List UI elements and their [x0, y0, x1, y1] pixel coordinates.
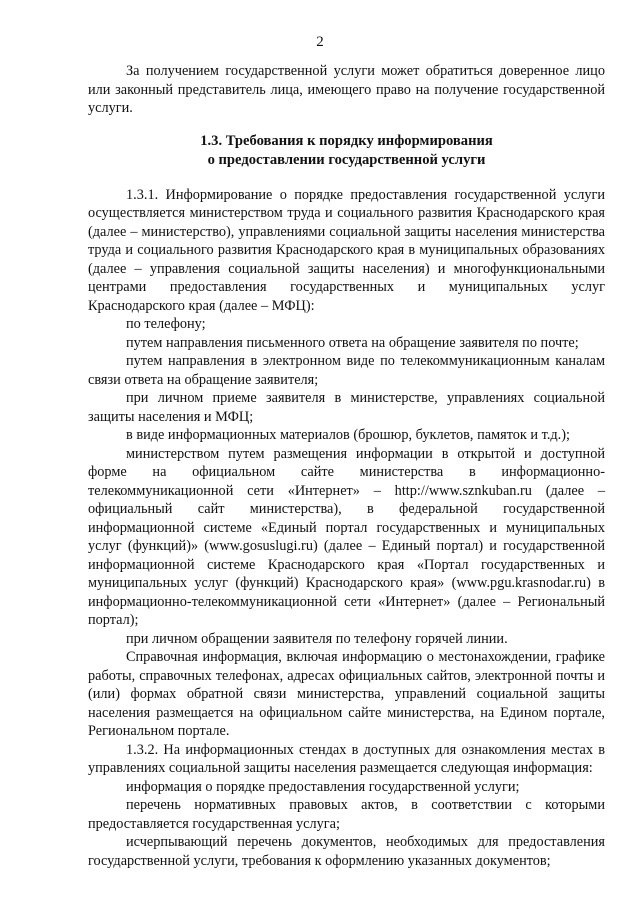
list-item-personal-visit: при личном приеме заявителя в министерстве, управлениях социальной защиты населения и МФЦ; [88, 390, 605, 425]
list-item-electronic: путем направления в электронном виде по телекоммуникационным каналам связи ответа на обращение заявителя; [88, 353, 605, 388]
document-body [88, 62, 605, 870]
intro-paragraph: За получением государственной услуги может обратиться доверенное лицо или законный представитель лица, имеющего право на получение государственной услуги. [88, 63, 605, 116]
list-item-phone: по телефону; [126, 316, 206, 332]
list-item-legal-acts: перечень нормативных правовых актов, в соответствии с которыми предоставляется государственная услуга; [88, 797, 605, 832]
paragraph-1-3-2: 1.3.2. На информационных стендах в доступных для ознакомления местах в управлениях социальной защиты населения размещается следующая информация: [88, 741, 605, 776]
section-heading-line-2: о предоставлении государственной услуги [207, 151, 486, 168]
list-item-internet: министерством путем размещения информации в открытой и доступной форме на официальном сайте министерства в информационно-телекоммуникационной сети «Интернет» – http://www.sznkuban.ru (далее – официальный сайт министерства), в федеральной государственной информационной системе «Единый портал государственных и муниципальных услуг (функций)» (www.gosuslugi.ru) (далее – Единый портал) и государственной информационной системе Краснодарского края «Портал государственных и муниципальных услуг (функций) Краснодарского края» (www.pgu.krasnodar.ru) в информационно-телекоммуникационной сети «Интернет» (далее – Региональный портал); [88, 445, 605, 628]
list-item-documents: исчерпывающий перечень документов, необходимых для предоставления государственной услуги, требования к оформлению указанных документов; [88, 834, 605, 869]
section-heading-line-1: 1.3. Требования к порядку информирования [200, 132, 493, 149]
page-number: 2 [316, 34, 324, 50]
paragraph-1-3-1: 1.3.1. Информирование о порядке предоставления государственной услуги осуществляется министерством труда и социального развития Краснодарского края (далее – министерство), управлениями социальной защиты населения министерства труда и социального развития Краснодарского края в муниципальных образованиях (далее – управления социальной защиты населения) и многофункциональными центрами предоставления государственных и муниципальных услуг Краснодарского края (далее – МФЦ): [88, 186, 605, 314]
list-item-hotline: при личном обращении заявителя по телефону горячей линии. [126, 630, 508, 647]
section-heading [88, 132, 605, 170]
paragraph-reference-info: Справочная информация, включая информацию о местонахождении, графике работы, справочных телефонах, адресах официальных сайтов, электронной почты и (или) формах обратной связи министерства, управлений социальной защиты населения размещается на официальном сайте министерства, на Едином портале, Региональном портале. [88, 649, 605, 739]
list-item-mail: путем направления письменного ответа на обращение заявителя по почте; [126, 334, 579, 351]
list-item-materials: в виде информационных материалов (брошюр, буклетов, памяток и т.д.); [126, 427, 570, 443]
list-item-procedure-info: информация о порядке предоставления государственной услуги; [126, 778, 520, 795]
